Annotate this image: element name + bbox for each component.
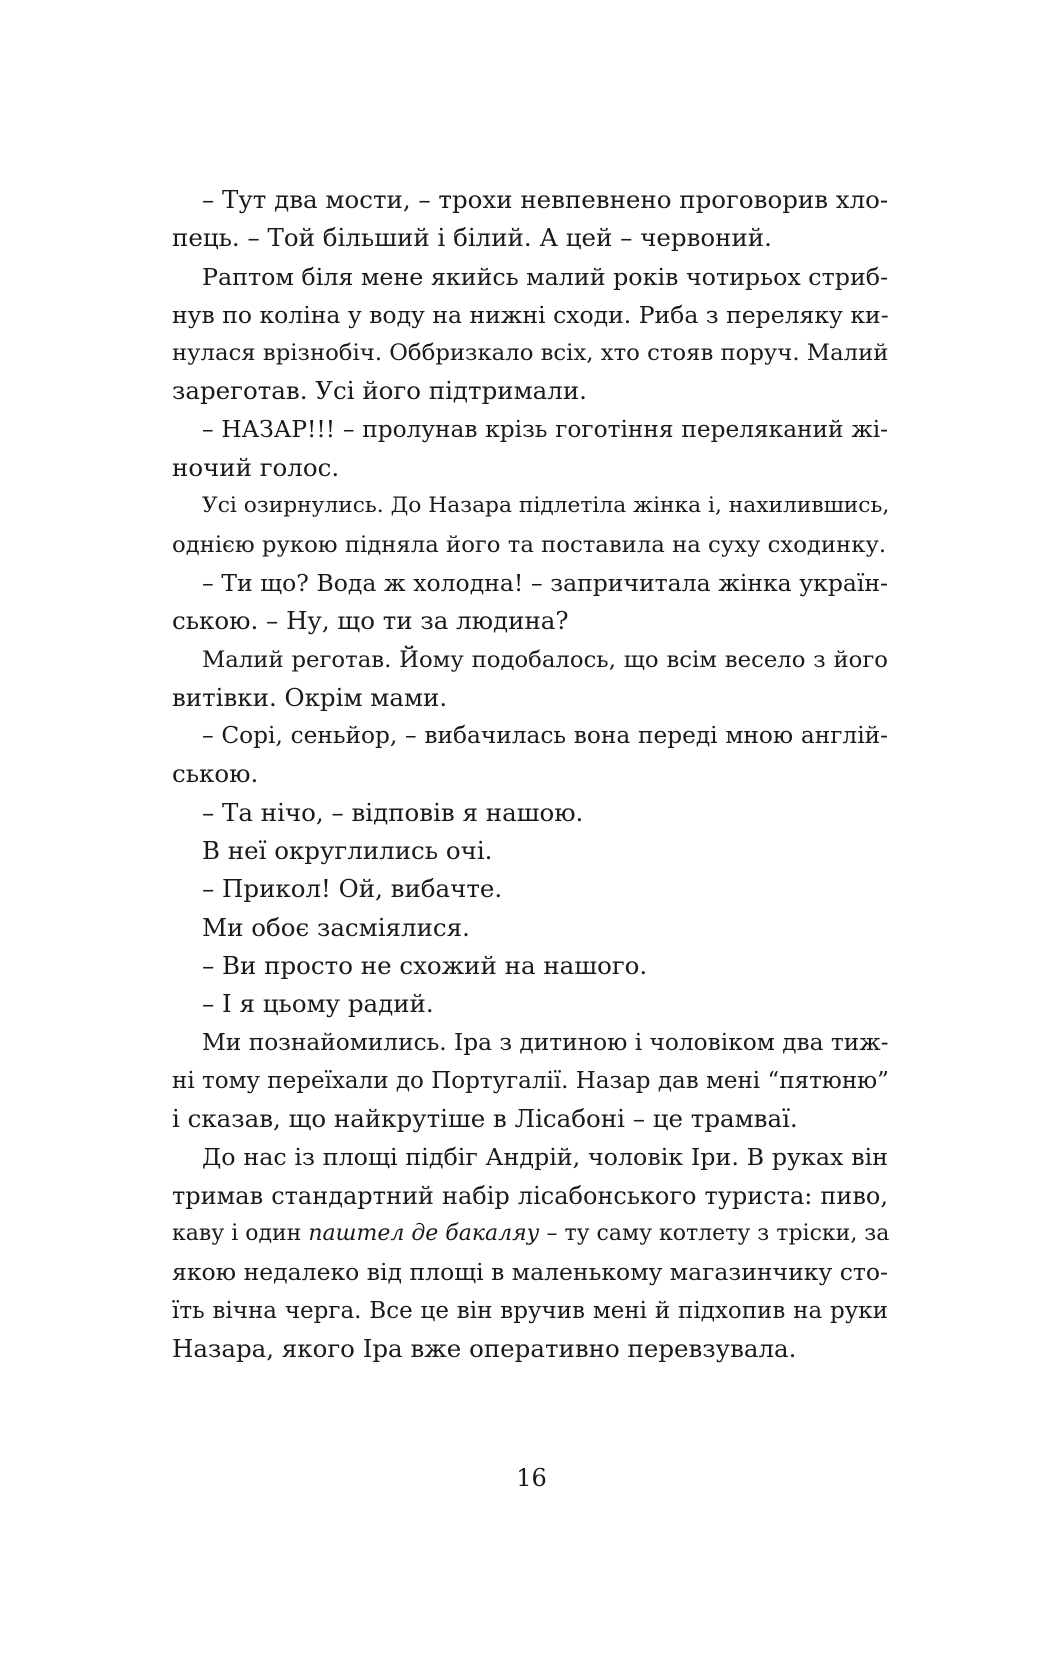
text-line: – Ти що? Вода ж холодна! – запричитала жінка україн- xyxy=(202,568,888,597)
text-line: Ми познайомились. Іра з дитиною і чоловіком два тиж- xyxy=(202,1028,889,1056)
text-line: До нас із площі підбіг Андрій, чоловік Іри. В руках він xyxy=(202,1143,888,1172)
text-line: пець. – Той більший і білий. А цей – червоний. xyxy=(172,223,772,253)
text-line: нулася врізнобіч. Оббризкало всіх, хто стояв поруч. Малий xyxy=(172,340,889,367)
text-fragment: – ту саму котлету з тріски, за xyxy=(539,1221,890,1247)
text-line: – Сорі, сеньйор, – вибачилась вона переді мною англій- xyxy=(202,722,888,750)
text-line: нув по коліна у воду на нижні сходи. Риба з переляку ки- xyxy=(172,300,889,329)
text-line: – Ви просто не схожий на нашого. xyxy=(202,950,648,980)
text-line: Ми обоє засміялися. xyxy=(202,912,470,942)
text-fragment: каву і один xyxy=(172,1221,309,1247)
text-line: ською. – Ну, що ти за людина? xyxy=(172,606,569,636)
page-number: 16 xyxy=(516,1464,547,1492)
text-line: Назара, якого Іра вже оперативно перевзувала. xyxy=(172,1333,797,1363)
text-line: В неї округлились очі. xyxy=(202,836,493,866)
text-line: однією рукою підняла його та поставила на суху сходинку. xyxy=(172,531,887,558)
text-line: – І я цьому радий. xyxy=(202,989,434,1019)
text-line: зареготав. Усі його підтримали. xyxy=(172,376,587,406)
text-line: їть вічна черга. Все це він вручив мені й підхопив на руки xyxy=(172,1297,888,1324)
text-line: ночий голос. xyxy=(172,453,340,483)
text-line: тримав стандартний набір лісабонського туриста: пиво, xyxy=(172,1181,888,1210)
text-line: Малий реготав. Йому подобалось, що всім весело з його xyxy=(202,646,888,673)
text-line: – НАЗАР!!! – пролунав крізь гоготіння переляканий жі- xyxy=(202,415,888,443)
body-text xyxy=(172,181,888,1368)
text-line: якою недалеко від площі в маленькому магазинчику сто- xyxy=(172,1258,888,1287)
text-line: ні тому переїхали до Португалії. Назар дав мені “пятюню” xyxy=(172,1067,889,1094)
text-line: Усі озирнулись. До Назара підлетіла жінка і, нахилившись, xyxy=(202,493,890,519)
text-line: і сказав, що найкрутіше в Лісабоні – це трамваї. xyxy=(172,1104,798,1134)
text-line: ською. xyxy=(172,759,259,789)
text-line xyxy=(172,1215,888,1253)
text-line: – Тут два мости, – трохи невпевнено проговорив хло- xyxy=(202,185,889,214)
text-line: – Прикол! Ой, вибачте. xyxy=(202,874,503,904)
text-line: Раптом біля мене якийсь малий років чотирьох стриб- xyxy=(202,262,889,291)
text-line: витівки. Окрім мами. xyxy=(172,682,448,712)
italic-term: паштел де бакаляу xyxy=(308,1221,540,1247)
text-line: – Та нічо, – відповів я нашою. xyxy=(202,797,584,827)
